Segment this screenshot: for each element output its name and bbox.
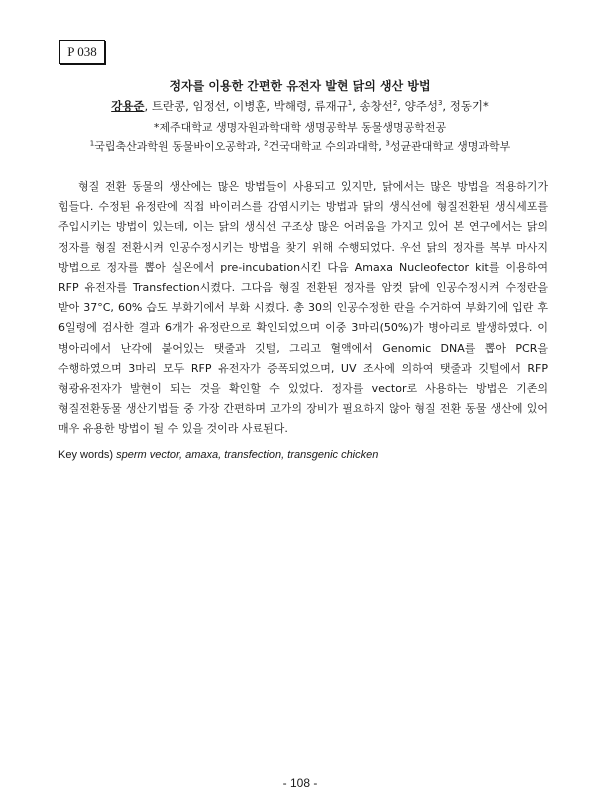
author-affiliation-mark-2: 2 — [392, 99, 398, 108]
poster-id-box — [59, 40, 105, 64]
affiliation-mark-3: 3 — [385, 139, 390, 148]
authors-part-b: , 송창선 — [352, 99, 393, 113]
keywords-label: Key words) — [58, 449, 117, 461]
affiliation-secondary — [0, 138, 600, 154]
keywords-list: sperm vector, amaxa, transfection, transgenic chicken — [116, 449, 379, 461]
affiliation-1: 국립축산과학원 동물바이오공학과, — [94, 140, 265, 153]
poster-id: P 038 — [67, 44, 97, 59]
authors-part-c: , 양주성 — [397, 99, 438, 113]
authors-part-d: , 정동기* — [442, 99, 489, 113]
page-number: - 108 - — [282, 776, 318, 790]
keywords-line — [58, 448, 378, 461]
abstract-body: 형질 전환 동물의 생산에는 많은 방법들이 사용되고 있지만, 닭에서는 많은 방법을 적용하기가 힘들다. 수정된 유정란에 직접 바이러스를 감염시키는 방법과 닭의 생식선에 형질전환된 생식세포를 주입시키는 방법이 있는데, 이는 닭의 생식선 구조상 많은 어려움을 가지고 있어 본 연구에서는 닭의 정자를 형질 전환시켜 인공수정시키는 방법을 찾기 위해 수행되었다. 우선 닭의 정자를 복부 마사지 방법으로 정자를 뽑아 실온에서 pre-incubation시킨 다음 Amaxa Nucleofector kit를 이용하여 RFP 유전자를 Transfection시켰다. 그다음 형질 전환된 정자를 암컷 닭에 인공수정시켜 수정란을 받아 37°C, 60% 습도 부화기에서 부화 시켰다. 총 30의 인공수정한 란을 수거하여 부화기에 입란 후 6일령에 검사한 결과 6개가 유정란으로 확인되었으며 이중 3마리(50%)가 병아리로 발생하였다. 이 병아리에서 난각에 붙어있는 탯줄과 깃털, 그리고 혈액에서 Genomic DNA를 뽑아 PCR을 수행하였으며 3마리 모두 RFP 유전자가 증폭되었으며, UV 조사에 의하여 탯줄과 깃털에서 RFP 형광유전자가 발현이 되는 것을 확인할 수 있었다. 정자를 vector로 사용하는 방법은 기존의 형질전환동물 생산기법들 중 가장 간편하며 고가의 장비가 필요하지 않아 형질 전환 동물 생산에 있어 매우 유용한 방법이 될 수 있을 것이라 사료된다. — [58, 180, 548, 436]
author-list — [0, 98, 600, 114]
authors-part-a: , 트란콩, 임정선, 이병훈, 박해령, 류재규 — [144, 99, 348, 113]
affiliation-3: 성균관대학교 생명과학부 — [389, 140, 511, 153]
affiliation-mark-2: 2 — [264, 139, 269, 148]
affiliation-primary: *제주대학교 생명자원과학대학 생명공학부 동물생명공학전공 — [153, 121, 447, 134]
author-affiliation-mark-3: 3 — [437, 99, 443, 108]
presenting-author: 강용준 — [111, 99, 145, 113]
author-affiliation-mark-1: 1 — [347, 99, 353, 108]
paper-title: 정자를 이용한 간편한 유전자 발현 닭의 생산 방법 — [169, 79, 431, 93]
affiliation-2: 건국대학교 수의과대학, — [268, 140, 386, 153]
affiliation-mark-1: 1 — [89, 139, 95, 148]
